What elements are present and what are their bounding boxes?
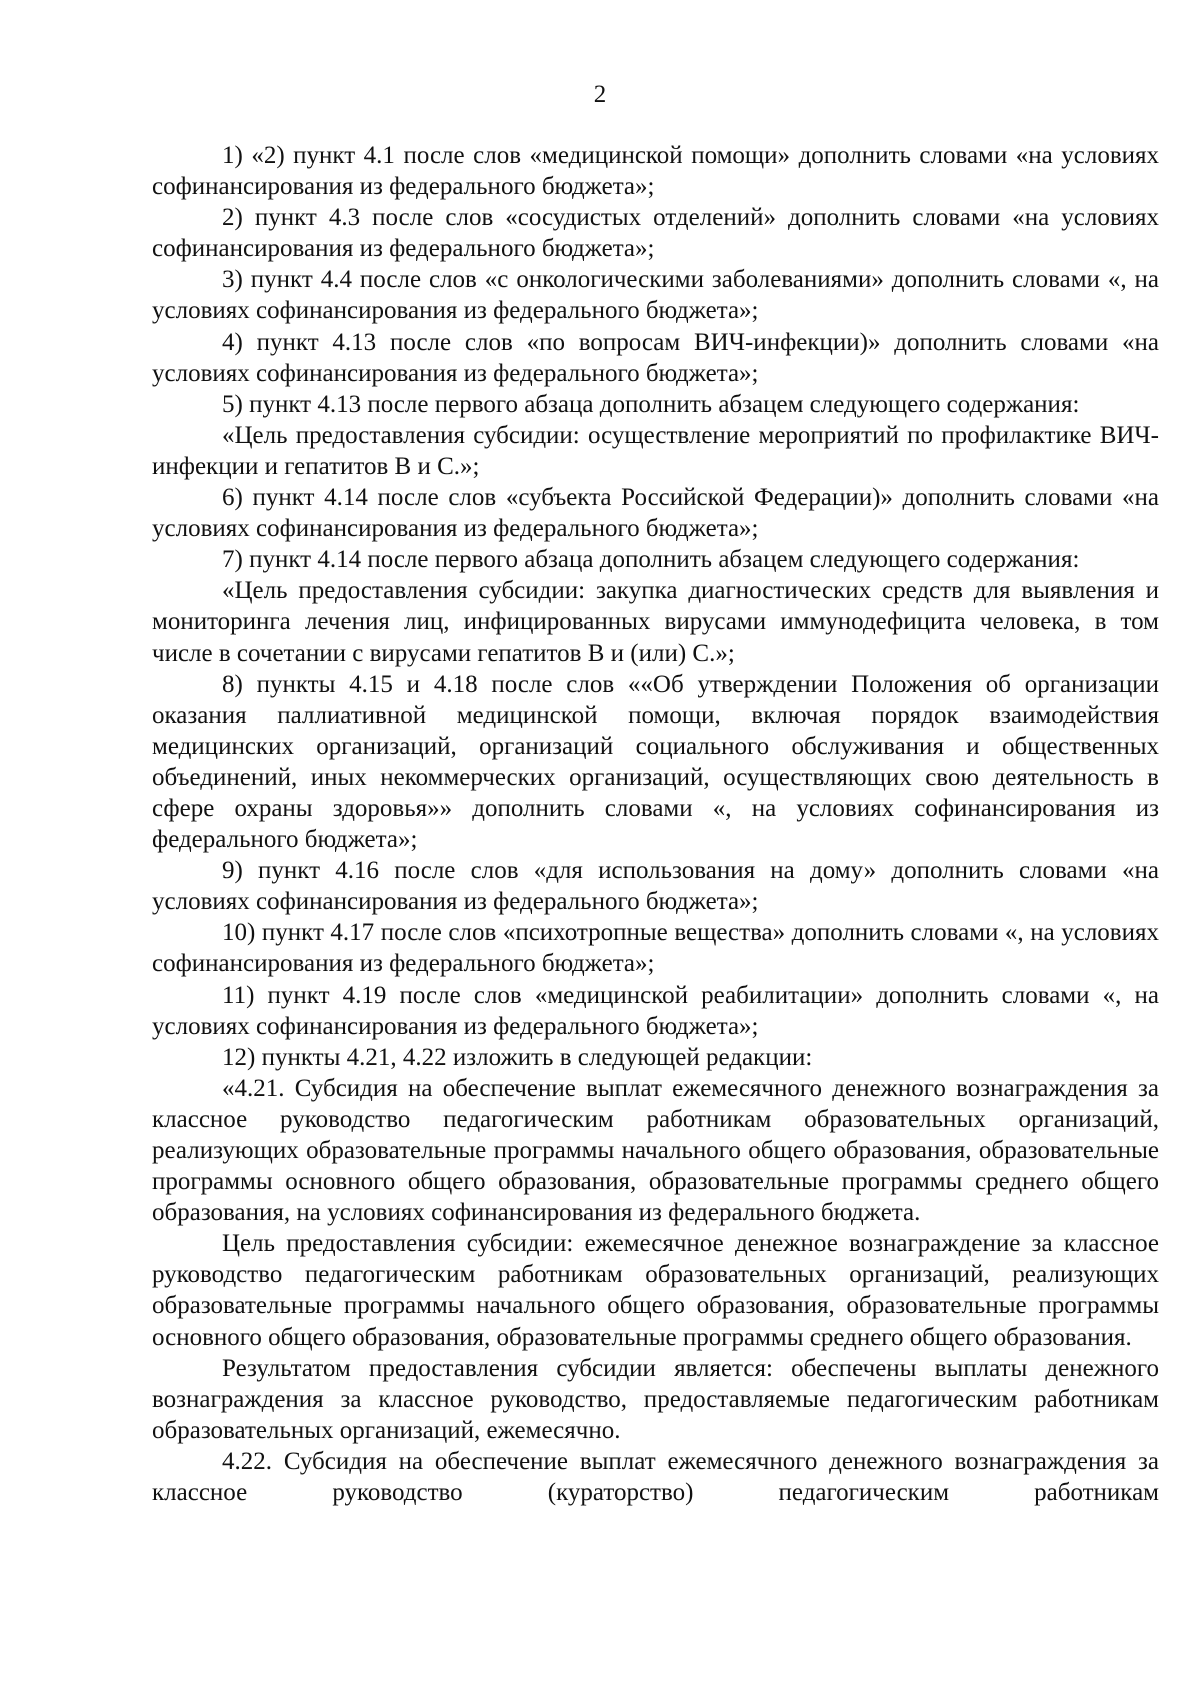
page-number: 2 (593, 81, 607, 108)
paragraph-17: Результатом предоставления субсидии является: обеспечены выплаты денежного вознаграждения за классное руководство, предоставляемые педагогическим работникам образовательных организаций, ежемесячно. (152, 1354, 1159, 1444)
paragraph-13: 11) пункт 4.19 после слов «медицинской реабилитации» дополнить словами «, на условиях софинансирования из федерального бюджета»; (152, 981, 1159, 1040)
paragraph-2: 2) пункт 4.3 после слов «сосудистых отделений» дополнить словами «на условиях софинансирования из федерального бюджета»; (152, 204, 1159, 263)
paragraph-3: 3) пункт 4.4 после слов «с онкологическими заболеваниями» дополнить словами «, на условиях софинансирования из федерального бюджета»; (152, 266, 1159, 325)
paragraph-15: «4.21. Субсидия на обеспечение выплат ежемесячного денежного вознаграждения за классное руководство педагогическим работникам образовательных организаций, реализующих образовательные программы начального общего образования, образовательные программы основного общего образования, образовательные программы среднего общего образования, на условиях софинансирования из федерального бюджета. (152, 1074, 1159, 1227)
paragraph-6: «Цель предоставления субсидии: осуществление мероприятий по профилактике ВИЧ-инфекции и гепатитов B и C.»; (152, 421, 1159, 480)
paragraph-4: 4) пункт 4.13 после слов «по вопросам ВИЧ-инфекции)» дополнить словами «на условиях софинансирования из федерального бюджета»; (152, 328, 1159, 387)
paragraph-18: 4.22. Субсидия на обеспечение выплат ежемесячного денежного вознаграждения за классное руководство (кураторство) педагогическим работникам (152, 1447, 1159, 1507)
document-body (152, 140, 1159, 1508)
paragraph-7: 6) пункт 4.14 после слов «субъекта Российской Федерации)» дополнить словами «на условиях софинансирования из федерального бюджета»; (152, 484, 1159, 543)
paragraph-9: «Цель предоставления субсидии: закупка диагностических средств для выявления и мониторинга лечения лиц, инфицированных вирусами иммунодефицита человека, в том числе в сочетании с вирусами гепатитов B и (или) C.»; (152, 577, 1159, 667)
paragraph-12: 10) пункт 4.17 после слов «психотропные вещества» дополнить словами «, на условиях софинансирования из федерального бюджета»; (152, 919, 1159, 978)
paragraph-8: 7) пункт 4.14 после первого абзаца дополнить абзацем следующего содержания: (222, 546, 1080, 574)
paragraph-10: 8) пункты 4.15 и 4.18 после слов ««Об утверждении Положения об организации оказания паллиативной медицинской помощи, включая порядок взаимодействия медицинских организаций, организаций социального обслуживания и общественных объединений, иных некоммерческих организаций, осуществляющих свою деятельность в сфере охраны здоровья»» дополнить словами «, на условиях софинансирования из федерального бюджета»; (152, 670, 1159, 854)
paragraph-5: 5) пункт 4.13 после первого абзаца дополнить абзацем следующего содержания: (222, 390, 1080, 418)
paragraph-16: Цель предоставления субсидии: ежемесячное денежное вознаграждение за классное руководство педагогическим работникам образовательных организаций, реализующих образовательные программы начального общего образования, образовательные программы основного общего образования, образовательные программы среднего общего образования. (152, 1230, 1159, 1351)
paragraph-1: 1) «2) пункт 4.1 после слов «медицинской помощи» дополнить словами «на условиях софинансирования из федерального бюджета»; (152, 142, 1159, 201)
paragraph-14: 12) пункты 4.21, 4.22 изложить в следующей редакции: (222, 1043, 813, 1071)
paragraph-11: 9) пункт 4.16 после слов «для использования на дому» дополнить словами «на условиях софинансирования из федерального бюджета»; (152, 857, 1159, 916)
